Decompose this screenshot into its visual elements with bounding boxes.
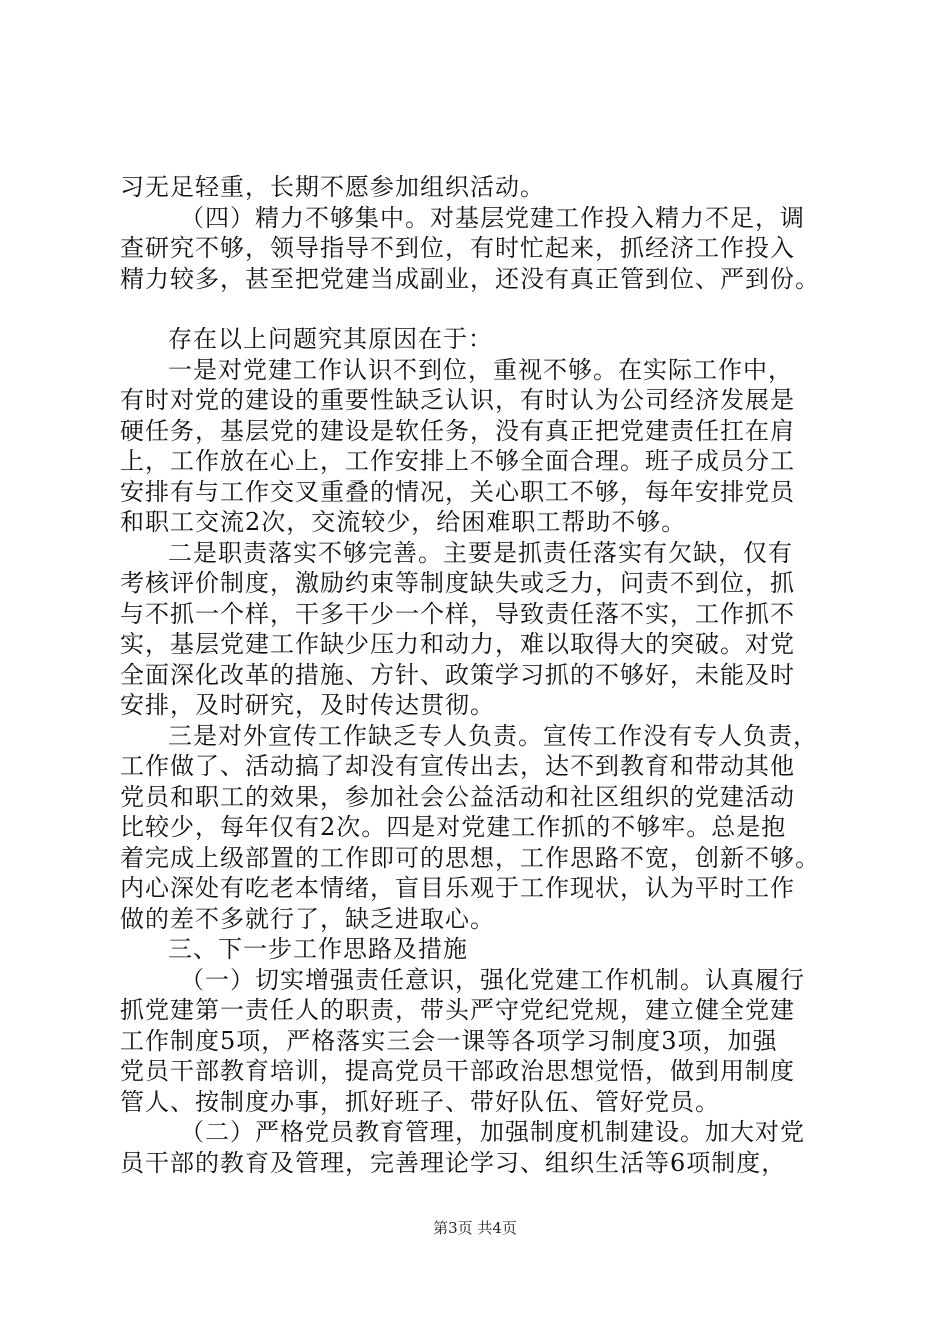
text-line: 实，基层党建工作缺少压力和动力，难以取得大的突破。对党	[120, 630, 795, 658]
text-line: 工作做了、活动搞了却没有宣传出去，达不到教育和带动其他	[120, 752, 795, 780]
text-line: （二）严格党员教育管理，加强制度机制建设。加大对党	[180, 1118, 805, 1146]
text-line: 三、下一步工作思路及措施	[168, 935, 468, 963]
text-line: 有时对党的建设的重要性缺乏认识，有时认为公司经济发展是	[120, 386, 795, 414]
text-line: 安排有与工作交叉重叠的情况，关心职工不够，每年安排党员	[120, 477, 795, 506]
text-line: 内心深处有吃老本情绪，盲目乐观于工作现状，认为平时工作	[120, 874, 795, 902]
text-line: 做的差不多就行了，缺乏进取心。	[120, 904, 495, 933]
paragraph	[120, 538, 855, 721]
paragraph	[120, 172, 855, 203]
text-line: 工作制度5项，严格落实三会一课等各项学习制度3项，加强	[120, 1026, 778, 1055]
page-footer	[0, 1217, 950, 1238]
text-line: 与不抓一个样，干多干少一个样，导致责任落不实，工作抓不	[120, 599, 795, 628]
paragraph	[120, 965, 855, 1118]
text-line: 存在以上问题究其原因在于：	[168, 325, 493, 353]
paragraph-gap	[120, 294, 855, 324]
text-line: 安排，及时研究，及时传达贯彻。	[120, 691, 495, 719]
text-line: 管人、按制度办事，抓好班子、带好队伍、管好党员。	[120, 1087, 720, 1116]
paragraph	[120, 1117, 855, 1178]
text-line: 和职工交流2次，交流较少，给困难职工帮助不够。	[120, 508, 687, 536]
text-line: 全面深化改革的措施、方针、政策学习抓的不够好，未能及时	[120, 660, 795, 689]
section-heading	[120, 934, 855, 965]
text-line: （四）精力不够集中。对基层党建工作投入精力不足，调	[180, 203, 805, 232]
text-line: 精力较多，甚至把党建当成副业，还没有真正管到位、严到份。	[120, 264, 820, 293]
text-line: 党员和职工的效果，参加社会公益活动和社区组织的党建活动	[120, 782, 795, 811]
text-line: 员干部的教育及管理，完善理论学习、组织生活等6项制度，	[120, 1148, 787, 1177]
paragraph	[120, 324, 855, 355]
text-line: （一）切实增强责任意识，强化党建工作机制。认真履行	[180, 965, 805, 994]
text-line: 三是对外宣传工作缺乏专人负责。宣传工作没有专人负责，	[168, 721, 818, 750]
text-line: 硬任务，基层党的建设是软任务，没有真正把党建责任扛在肩	[120, 416, 795, 445]
document-body	[120, 172, 855, 1178]
text-line: 抓党建第一责任人的职责，带头严守党纪党规，建立健全党建	[120, 996, 795, 1024]
text-line: 考核评价制度，激励约束等制度缺失或乏力，问责不到位，抓	[120, 569, 795, 597]
text-line: 上，工作放在心上，工作安排上不够全面合理。班子成员分工	[120, 447, 795, 475]
text-line: 一是对党建工作认识不到位，重视不够。在实际工作中，	[168, 355, 793, 384]
text-line: 二是职责落实不够完善。主要是抓责任落实有欠缺，仅有	[168, 538, 793, 567]
text-line: 查研究不够，领导指导不到位，有时忙起来，抓经济工作投入	[120, 234, 795, 262]
paragraph	[120, 721, 855, 935]
text-line: 比较少，每年仅有2次。四是对党建工作抓的不够牢。总是抱	[120, 813, 787, 841]
paragraph	[120, 355, 855, 538]
text-line: 习无足轻重，长期不愿参加组织活动。	[120, 173, 545, 201]
text-line: 党员干部教育培训，提高党员干部政治思想觉悟，做到用制度	[120, 1057, 795, 1085]
paragraph	[120, 203, 855, 295]
page-number: 第3页 共4页	[433, 1219, 517, 1237]
text-line: 着完成上级部置的工作即可的思想，工作思路不宽，创新不够。	[120, 843, 820, 872]
